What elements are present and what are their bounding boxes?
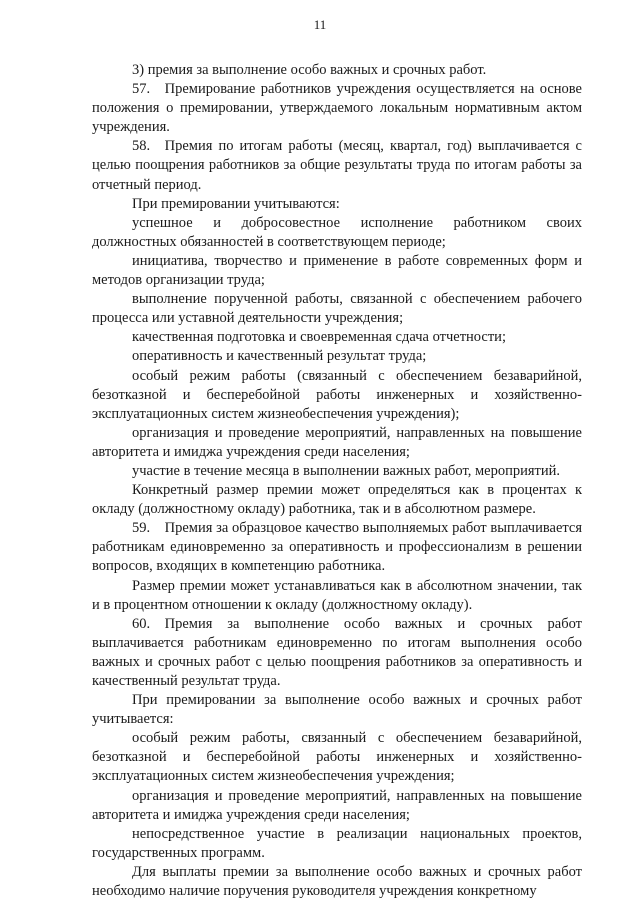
urgent-criteria-item: непосредственное участие в реализации национальных проектов, государственных программ. xyxy=(92,825,582,861)
criteria-item: особый режим работы (связанный с обеспечением безаварийной, безотказной и бесперебойной работы инженерных и хозяйственно-эксплуатационных систем жизнеобеспечения учреждения); xyxy=(92,367,582,422)
criteria-item: качественная подготовка и своевременная сдача отчетности; xyxy=(132,329,506,346)
paragraph-bonus-item-3: 3) премия за выполнение особо важных и срочных работ. xyxy=(132,62,487,78)
urgent-criteria-item: особый режим работы, связанный с обеспечением безаварийной, безотказной и бесперебойной работы инженерных и хозяйственно-эксплуатационных систем жизнеобеспечения учреждения; xyxy=(92,730,582,785)
paragraph-criteria-heading: При премировании учитываются: xyxy=(132,195,340,212)
criteria-item: инициатива, творчество и применение в работе современных форм и методов организации труда; xyxy=(92,252,582,289)
paragraph-57: 57. Премирование работников учреждения осуществляется на основе положения о премировании, утверждаемого локальным нормативным актом учреждения. xyxy=(92,81,582,136)
criteria-item: оперативность и качественный результат труда; xyxy=(132,348,427,365)
criteria-item: организация и проведение мероприятий, направленных на повышение авторитета и имиджа учреждения среди населения; xyxy=(92,424,582,460)
criteria-item: выполнение порученной работы, связанной с обеспечением рабочего процесса или уставной деятельности учреждения; xyxy=(92,291,582,327)
document-body xyxy=(92,61,582,901)
paragraph-urgent-criteria-heading: При премировании за выполнение особо важных и срочных работ учитывается: xyxy=(92,692,582,728)
paragraph-58: 58. Премия по итогам работы (месяц, квартал, год) выплачивается с целью поощрения работников за общие результаты труда по итогам работы за отчетный период. xyxy=(92,138,582,193)
paragraph-bonus-amount: Размер премии может устанавливаться как в абсолютном значении, так и в процентном отношении к окладу (должностному окладу). xyxy=(92,577,582,613)
paragraph-bonus-size: Конкретный размер премии может определяться как в процентах к окладу (должностному окладу) работника, так и в абсолютном размере. xyxy=(92,482,582,518)
criteria-item: успешное и добросовестное исполнение работником своих должностных обязанностей в соответствующем периоде; xyxy=(92,214,582,250)
paragraph-payment-condition: Для выплаты премии за выполнение особо важных и срочных работ необходимо наличие поручения руководителя учреждения конкретному xyxy=(92,863,582,900)
paragraph-60: 60. Премия за выполнение особо важных и срочных работ выплачивается работникам единовременно по итогам выполнения особо важных и срочных работ с целью поощрения работников за оперативность и качественный результат труда. xyxy=(92,615,582,689)
page-number: 11 xyxy=(313,17,327,32)
criteria-item: участие в течение месяца в выполнении важных работ, мероприятий. xyxy=(132,462,561,479)
urgent-criteria-item: организация и проведение мероприятий, направленных на повышение авторитета и имиджа учреждения среди населения; xyxy=(92,787,582,823)
paragraph-59: 59. Премия за образцовое качество выполняемых работ выплачивается работникам единовременно за оперативность и профессионализм в решении вопросов, входящих в компетенцию работника. xyxy=(92,520,582,575)
